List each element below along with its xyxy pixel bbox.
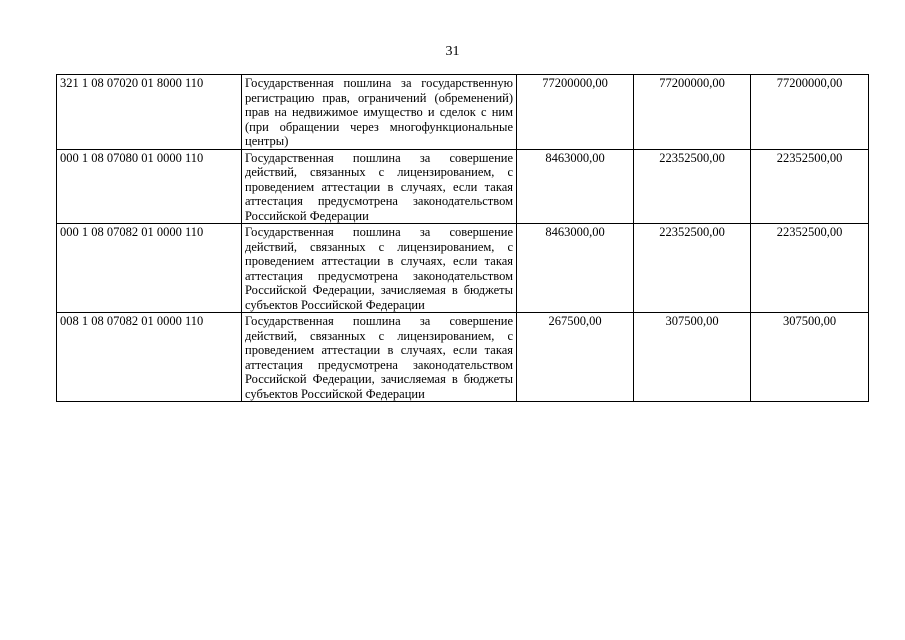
classification-code: 000 1 08 07082 01 0000 110 bbox=[57, 224, 242, 313]
amount-year-1: 77200000,00 bbox=[517, 75, 634, 150]
revenue-name: Государственная пошлина за совершение действий, связанных с лицензированием, с проведением аттестации в случаях, если такая аттестация предусмотрена законодательством Российской Федерации, зачисляемая в бюджеты субъектов Российской Федерации bbox=[242, 313, 517, 402]
amount-year-3: 22352500,00 bbox=[751, 224, 869, 313]
table-row bbox=[57, 75, 869, 150]
amount-year-2: 77200000,00 bbox=[634, 75, 751, 150]
amount-year-2: 307500,00 bbox=[634, 313, 751, 402]
classification-code: 008 1 08 07082 01 0000 110 bbox=[57, 313, 242, 402]
amount-year-1: 8463000,00 bbox=[517, 224, 634, 313]
classification-code: 000 1 08 07080 01 0000 110 bbox=[57, 149, 242, 224]
revenue-name: Государственная пошлина за совершение действий, связанных с лицензированием, с проведением аттестации в случаях, если такая аттестация предусмотрена законодательством Российской Федерации, зачисляемая в бюджеты субъектов Российской Федерации bbox=[242, 224, 517, 313]
amount-year-1: 267500,00 bbox=[517, 313, 634, 402]
amount-year-1: 8463000,00 bbox=[517, 149, 634, 224]
revenue-name: Государственная пошлина за совершение действий, связанных с лицензированием, с проведением аттестации в случаях, если такая аттестация предусмотрена законодательством Российской Федерации bbox=[242, 149, 517, 224]
amount-year-2: 22352500,00 bbox=[634, 149, 751, 224]
table-row bbox=[57, 313, 869, 402]
table-row bbox=[57, 149, 869, 224]
table-row bbox=[57, 224, 869, 313]
classification-code: 321 1 08 07020 01 8000 110 bbox=[57, 75, 242, 150]
page-number: 31 bbox=[445, 44, 460, 59]
revenue-name: Государственная пошлина за государственную регистрацию прав, ограничений (обременений) прав на недвижимое имущество и сделок с ним (при обращении через многофункциональные центры) bbox=[242, 75, 517, 150]
amount-year-2: 22352500,00 bbox=[634, 224, 751, 313]
amount-year-3: 307500,00 bbox=[751, 313, 869, 402]
budget-revenue-table bbox=[56, 74, 869, 402]
amount-year-3: 22352500,00 bbox=[751, 149, 869, 224]
amount-year-3: 77200000,00 bbox=[751, 75, 869, 150]
